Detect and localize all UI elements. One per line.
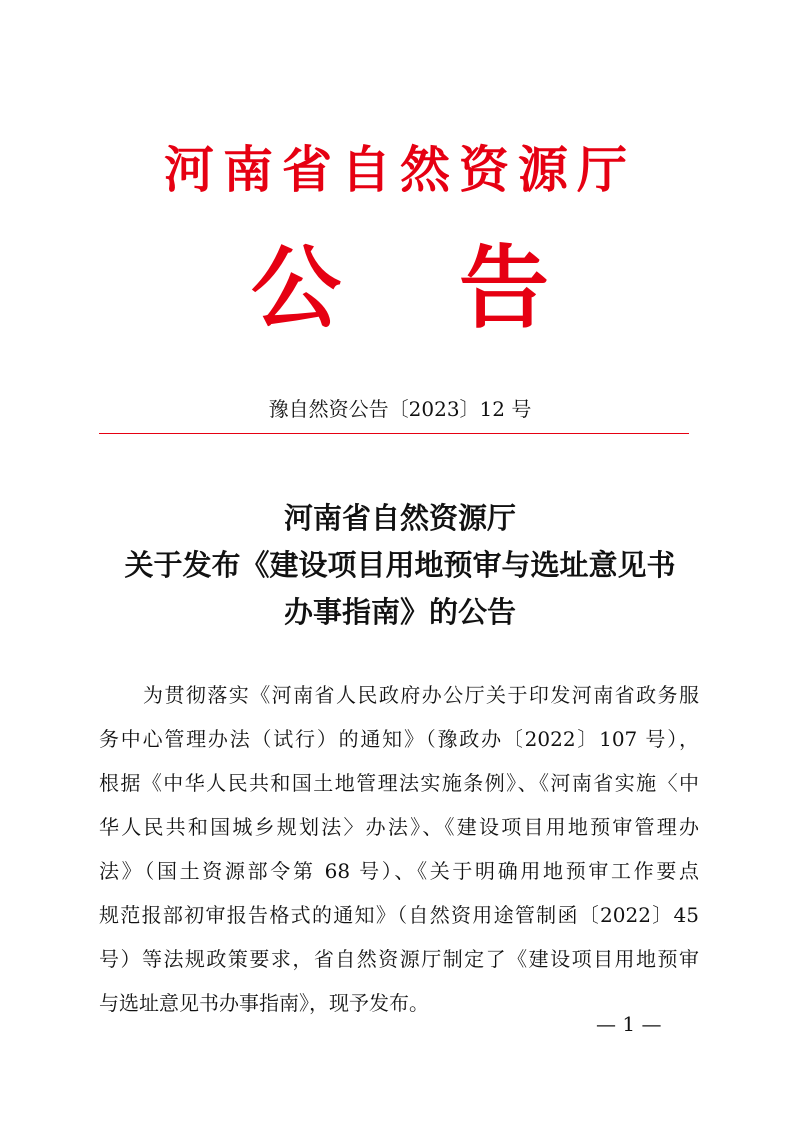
issuer-heading: 河南省自然资源厅: [164, 140, 636, 199]
body-paragraph: [99, 673, 699, 1025]
document-number: 豫自然资公告〔2023〕12 号: [268, 397, 532, 421]
body-line: 务中心管理办法（试行）的通知》（豫政办〔2022〕107 号），: [99, 727, 699, 751]
document-type-heading: [0, 235, 800, 341]
doc-type-char-right: 告: [459, 235, 549, 341]
title-line-3: 办事指南》的公告: [283, 595, 516, 629]
body-line: 根据《中华人民共和国土地管理法实施条例》、《河南省实施〈中: [99, 771, 699, 795]
document-title: [0, 495, 800, 636]
body-line: 号）等法规政策要求，省自然资源厅制定了《建设项目用地预审: [99, 947, 699, 971]
body-line: 与选址意见书办事指南》，现予发布。: [99, 991, 429, 1015]
body-line: 华人民共和国城乡规划法〉办法》、《建设项目用地预审管理办: [99, 815, 699, 839]
body-line: 为贯彻落实《河南省人民政府办公厅关于印发河南省政务服: [143, 683, 699, 707]
title-line-1: 河南省自然资源厅: [283, 501, 516, 535]
page-number: — 1 —: [596, 1012, 662, 1036]
body-line: 规范报部初审报告格式的通知》（自然资用途管制函〔2022〕45: [99, 903, 699, 927]
red-separator-line: [99, 433, 689, 434]
title-line-2: 关于发布《建设项目用地预审与选址意见书: [124, 548, 676, 582]
doc-type-char-left: 公: [251, 235, 341, 341]
body-line: 法》（国土资源部令第 68 号）、《关于明确用地预审工作要点: [99, 859, 699, 883]
